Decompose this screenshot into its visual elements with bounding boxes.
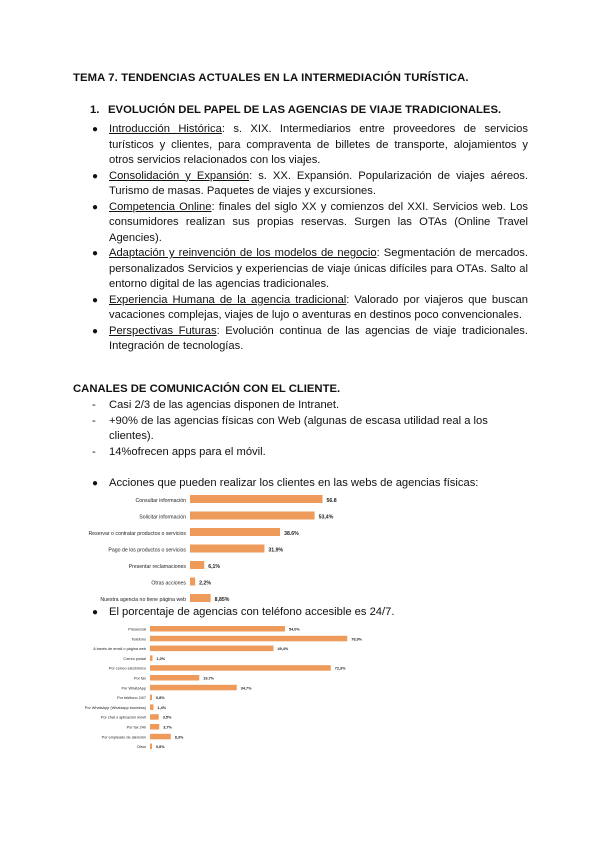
item-label: Experiencia Humana de la agencia tradicional xyxy=(109,293,347,306)
bullet-icon: ● xyxy=(92,124,99,135)
data-label: 78,9% xyxy=(351,637,363,642)
dash-icon: - xyxy=(92,399,96,411)
bar xyxy=(150,646,274,652)
data-label: 34,7% xyxy=(240,686,252,691)
bar xyxy=(150,665,331,671)
item-label: Adaptación y reinvención de los modelos de negocio xyxy=(109,247,377,259)
chart2-caption xyxy=(92,605,528,621)
data-label: 6,1% xyxy=(208,564,221,570)
list-item xyxy=(92,246,528,293)
bar xyxy=(190,594,211,602)
item-text: Casi 2/3 de las agencias disponen de Intranet. xyxy=(109,399,340,411)
bar xyxy=(150,655,153,661)
dash-icon: - xyxy=(92,414,96,427)
chart-web-actions xyxy=(60,492,480,604)
item-text: : s. XIX. Intermediarios entre proveedores de servicios turísticos y clientes, para compraventa de billetes de transporte, alojamientos y otros servicios relacionados con los viajes. xyxy=(109,123,528,166)
category-label: Nuestra agencia no tiene página web xyxy=(100,597,186,603)
list-item xyxy=(92,414,528,445)
bar xyxy=(150,744,152,750)
category-label: Por chat o aplicación móvil xyxy=(100,715,146,720)
item-text: : s. XX. Expansión. Popularización de viajes aéreos. Turismo de masas. Paquetes de viajes y excursiones. xyxy=(109,169,528,197)
item-label: Consolidación y Expansión xyxy=(109,169,250,182)
bullet-icon: ● xyxy=(92,607,99,618)
category-label: Otras acciones xyxy=(151,580,186,587)
bar xyxy=(150,695,152,701)
bar xyxy=(150,714,159,720)
bar xyxy=(150,704,154,710)
category-label: Teléfono xyxy=(131,637,146,642)
item-text: : Segmentación de mercados. personalizados Servicios y experiencias de viaje únicas difíciles para OTAs. Salto al entorno digital de las agencias tradicionales. xyxy=(109,247,528,290)
section1-number: 1. xyxy=(90,104,100,116)
category-label: Reservar o contratar productos o servicios xyxy=(88,531,186,537)
data-label: 0,8% xyxy=(156,696,165,701)
bar xyxy=(190,561,204,569)
list-item xyxy=(92,398,528,414)
data-label: 8,85% xyxy=(214,597,230,603)
item-text: : finales del siglo XX y comienzos del XXI. Servicios web. Los consumidores realizan sus propias reservas. Surgen las OTAs (Online Travel Agencies). xyxy=(109,200,528,244)
section1-heading xyxy=(90,104,501,116)
section1-heading-text: EVOLUCIÓN DEL PAPEL DE LAS AGENCIAS DE VIAJE TRADICIONALES. xyxy=(108,104,502,116)
category-label: Por WhatsApp (Whatsapp business) xyxy=(84,705,146,710)
category-label: Pago de los productos o servicios xyxy=(108,547,186,554)
section2-heading: CANALES DE COMUNICACIÓN CON EL CLIENTE. xyxy=(73,383,341,395)
caption-text: El porcentaje de agencias con teléfono accesible es 24/7. xyxy=(109,606,395,618)
bar xyxy=(190,578,195,586)
category-label: Por correo electrónico xyxy=(108,666,146,671)
data-label: 53,4% xyxy=(318,514,334,521)
bar xyxy=(150,626,285,632)
item-text: : Evolución continua de las agencias de viaje tradicionales. Integración de tecnologías. xyxy=(109,324,528,352)
item-label: Competencia Online xyxy=(109,200,212,213)
list-item xyxy=(92,169,528,200)
data-label: 54,0% xyxy=(289,627,300,632)
category-label: Solicitar información xyxy=(139,514,186,521)
category-label: A través de email o página web xyxy=(93,647,146,652)
list-item xyxy=(92,200,528,247)
data-label: 49,4% xyxy=(277,647,289,652)
data-label: 38.6% xyxy=(284,531,299,537)
section1-bullet-list xyxy=(92,122,528,355)
category-label: Por teléfono 24/7 xyxy=(117,696,146,701)
item-text: +90% de las agencias físicas con Web (algunas de escasa utilidad real a los clientes). xyxy=(109,414,488,442)
list-item xyxy=(92,293,528,324)
item-text: 14%ofrecen apps para el móvil. xyxy=(109,445,266,458)
data-label: 3,7% xyxy=(163,725,172,730)
category-label: Consultar información xyxy=(135,498,186,504)
list-item xyxy=(92,122,528,169)
data-label: 19,7% xyxy=(203,676,215,681)
bar xyxy=(150,675,199,681)
bar xyxy=(150,685,237,691)
bar xyxy=(190,495,323,503)
data-label: 1,4% xyxy=(157,705,167,710)
list-item xyxy=(92,445,528,461)
dash-icon: - xyxy=(92,445,96,458)
category-label: Presentar reclamaciones xyxy=(128,564,186,570)
bar xyxy=(190,545,264,553)
category-label: Por empleado de atención xyxy=(101,735,146,740)
chart1-caption xyxy=(92,476,528,492)
data-label: 72,3% xyxy=(334,666,346,671)
bullet-icon: ● xyxy=(92,201,99,213)
category-label: Correo postal xyxy=(123,656,146,661)
bullet-icon: ● xyxy=(92,294,99,306)
bar xyxy=(190,528,280,536)
bullet-icon: ● xyxy=(92,478,99,489)
bar xyxy=(150,734,171,740)
data-label: 2,2% xyxy=(199,580,211,587)
item-text: : Valorado por viajeros que buscan vacaciones complejas, viajes de lujo o aventuras en destinos poco convencionales. xyxy=(109,293,528,321)
item-label: Introducción Histórica xyxy=(109,123,222,135)
data-label: 8,3% xyxy=(174,735,184,740)
bullet-icon: ● xyxy=(92,248,99,259)
bullet-icon: ● xyxy=(92,325,99,337)
section2-dash-list xyxy=(92,398,528,460)
document-title: TEMA 7. TENDENCIAS ACTUALES EN LA INTERMEDIACIÓN TURÍSTICA. xyxy=(73,72,469,84)
category-label: Por fax 24h xyxy=(126,725,146,730)
data-label: 1,0% xyxy=(156,656,166,661)
item-label: Perspectivas Futuras xyxy=(109,324,217,337)
category-label: Por fax xyxy=(133,676,146,681)
category-label: Por WhatsApp xyxy=(121,686,146,691)
category-label: Presencial xyxy=(128,627,146,632)
caption-text: Acciones que pueden realizar los clientes en las webs de agencias físicas: xyxy=(109,477,479,489)
category-label: Otros xyxy=(136,745,146,750)
data-label: 3,5% xyxy=(162,715,172,720)
data-label: 0,8% xyxy=(156,745,165,750)
chart-contact-channels xyxy=(60,624,480,754)
bullet-icon: ● xyxy=(92,170,99,182)
list-item xyxy=(92,324,528,355)
bar xyxy=(150,724,159,730)
bar xyxy=(190,512,315,520)
data-label: 56.8 xyxy=(326,498,337,504)
data-label: 31,9% xyxy=(268,547,284,554)
bar xyxy=(150,636,347,642)
